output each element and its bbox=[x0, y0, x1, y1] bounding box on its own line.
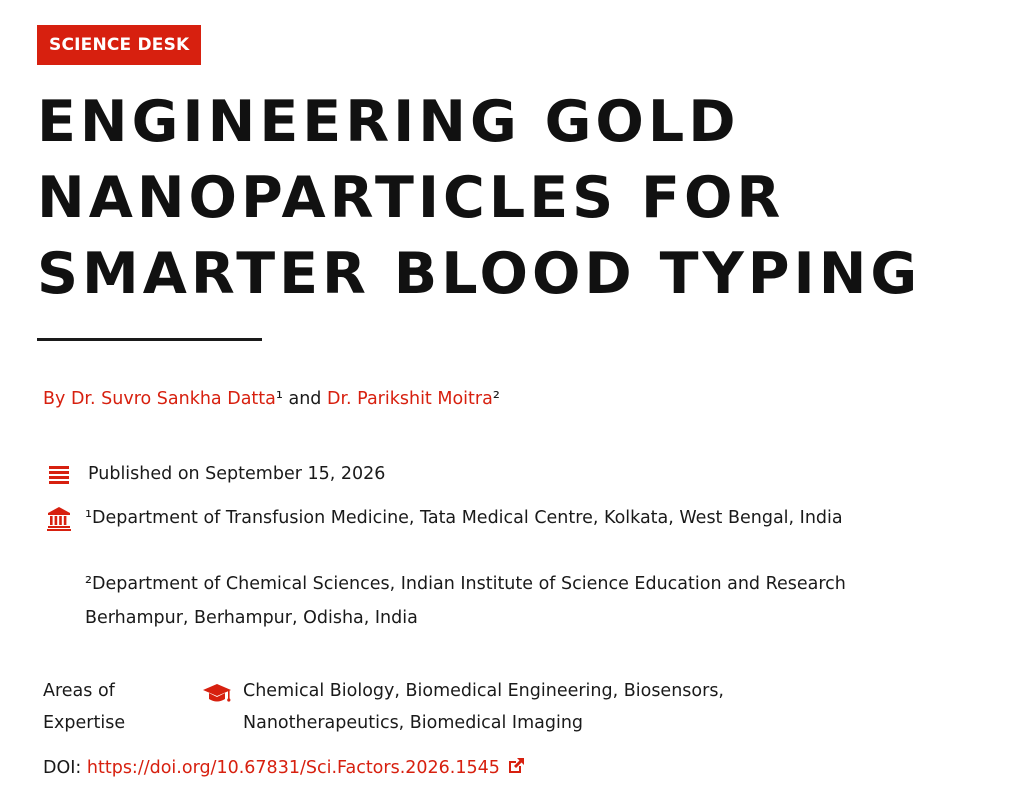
byline-joiner: and bbox=[288, 389, 322, 409]
expertise-label bbox=[43, 675, 193, 739]
author-link-datta[interactable]: Dr. Suvro Sankha Datta bbox=[70, 389, 276, 409]
affiliation-2 bbox=[85, 567, 985, 635]
article-title bbox=[37, 84, 997, 312]
author2-affiliation-mark: ² bbox=[492, 389, 500, 409]
expertise-label-line: Areas of bbox=[43, 681, 115, 701]
affiliation-1: ¹Department of Transfusion Medicine, Tata Medical Centre, Kolkata, West Bengal, India bbox=[85, 508, 843, 528]
byline-prefix: By bbox=[43, 389, 66, 409]
external-link-icon[interactable] bbox=[506, 756, 526, 776]
title-divider bbox=[37, 338, 262, 341]
expertise-value-line: Nanotherapeutics, Biomedical Imaging bbox=[243, 713, 584, 733]
affiliation-2-line: ²Department of Chemical Sciences, Indian Institute of Science Education and Research bbox=[85, 574, 846, 594]
doi-row bbox=[43, 752, 526, 784]
section-badge[interactable]: SCIENCE DESK bbox=[37, 25, 201, 65]
byline bbox=[43, 386, 500, 412]
list-lines-icon bbox=[46, 459, 76, 489]
title-line: ENGINEERING GOLD bbox=[37, 89, 740, 155]
expertise-value-line: Chemical Biology, Biomedical Engineering, Biosensors, bbox=[243, 681, 724, 701]
title-line: NANOPARTICLES FOR bbox=[37, 165, 785, 231]
institution-icon bbox=[46, 503, 76, 533]
doi-label: DOI: bbox=[43, 758, 82, 778]
graduation-cap-icon bbox=[203, 678, 233, 708]
published-date: Published on September 15, 2026 bbox=[88, 464, 386, 484]
title-line: SMARTER BLOOD TYPING bbox=[37, 241, 922, 307]
doi-link[interactable]: https://doi.org/10.67831/Sci.Factors.2026.1545 bbox=[86, 758, 500, 778]
author1-affiliation-mark: ¹ bbox=[275, 389, 283, 409]
expertise-label-line: Expertise bbox=[43, 713, 126, 733]
author-link-moitra[interactable]: Dr. Parikshit Moitra bbox=[326, 389, 493, 409]
expertise-value bbox=[243, 675, 1003, 739]
affiliation-2-line: Berhampur, Berhampur, Odisha, India bbox=[85, 608, 418, 628]
